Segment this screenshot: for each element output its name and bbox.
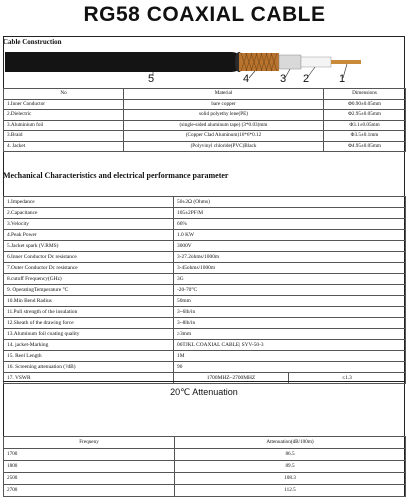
table-row <box>4 362 406 373</box>
header-material: Material <box>124 89 324 100</box>
table-row <box>4 241 406 252</box>
table-row <box>4 296 406 307</box>
construction-header-row <box>4 89 406 100</box>
component-name: 3.Braid <box>4 131 124 142</box>
parameter-value: 1.0 KW <box>174 230 406 241</box>
callout-4: 4 <box>243 73 250 85</box>
section-divider <box>3 381 405 382</box>
attenuation-value: 112.5 <box>175 485 406 497</box>
parameter-name: 2.Capacitance <box>4 208 174 219</box>
component-dimension: Φ3.5±0.1mm <box>324 131 406 142</box>
attenuation-value: 86.5 <box>175 449 406 461</box>
table-row <box>4 285 406 296</box>
parameter-value: 50mm <box>174 296 406 307</box>
table-row <box>4 120 406 131</box>
component-name: 4. Jacket <box>4 141 124 152</box>
component-dimension: Φ4.95±0.05mm <box>324 141 406 152</box>
parameter-name: 12.Sheath of the drawing force <box>4 318 174 329</box>
parameter-value: 1M <box>174 351 406 362</box>
parameter-name: 13.Aluminum foil coating quality <box>4 329 174 340</box>
parameter-name: 15. Reel Length <box>4 351 174 362</box>
table-row <box>4 141 406 152</box>
table-row <box>4 340 406 351</box>
component-material: (Copper Clad Aluminum)16*6*0.12 <box>124 131 324 142</box>
parameter-name: 8.cutoff Frequency(GHz) <box>4 274 174 285</box>
frequency-value: 2500 <box>4 473 175 485</box>
vswr-value: ≤1.3 <box>289 373 406 384</box>
parameter-value: 06TJKL COAXIAL CABLE| SYV-50-3 <box>174 340 406 351</box>
component-material: solid polyethy lene(PE) <box>124 110 324 121</box>
parameter-name: 4.Peak Power <box>4 230 174 241</box>
table-row <box>4 449 406 461</box>
mechanical-table <box>3 196 406 384</box>
table-row <box>4 485 406 497</box>
callout-2: 2 <box>303 73 310 85</box>
parameter-name: 7.Outer Conductor Dc resistance <box>4 263 174 274</box>
parameter-name: 1.Impedance <box>4 197 174 208</box>
table-row <box>4 318 406 329</box>
parameter-name: 9. OperatingTemperature °C <box>4 285 174 296</box>
attenuation-table <box>3 436 406 497</box>
table-row <box>4 274 406 285</box>
header-no: No <box>4 89 124 100</box>
parameter-value: 90 <box>174 362 406 373</box>
attenuation-heading: 20℃ Attenuation <box>170 387 238 397</box>
header-dimensions: Dimensions <box>324 89 406 100</box>
component-material: (single-sided aluminum tape) (3*0.03)mm <box>124 120 324 131</box>
table-row <box>4 263 406 274</box>
foil-shape <box>279 55 301 69</box>
table-row <box>4 230 406 241</box>
construction-table <box>3 88 406 152</box>
cable-illustration <box>3 38 405 88</box>
parameter-name: 3.Velocity <box>4 219 174 230</box>
component-name: 1.Inner Conductor <box>4 99 124 110</box>
parameter-name: 16. Screening attenuation (?dB) <box>4 362 174 373</box>
component-dimension: Φ3.1±0.05mm <box>324 120 406 131</box>
table-row <box>4 307 406 318</box>
parameter-name: 5.Jacket spark (V.RMS) <box>4 241 174 252</box>
attenuation-header-row <box>4 437 406 449</box>
jacket-shape <box>5 52 241 72</box>
construction-heading: Cable Construction <box>3 38 62 46</box>
parameter-value: 3-27.2ohms/1000m <box>174 252 406 263</box>
callout-5: 5 <box>148 73 155 85</box>
parameter-value: 66% <box>174 219 406 230</box>
mechanical-heading: Mechanical Characteristics and electrical performance parameter <box>3 171 229 180</box>
parameter-name: 14. jacket-Marking <box>4 340 174 351</box>
table-row <box>4 252 406 263</box>
parameter-value: -20-70°C <box>174 285 406 296</box>
table-row <box>4 329 406 340</box>
parameter-value: 3-45ohms/1000m <box>174 263 406 274</box>
dielectric-shape <box>301 57 331 67</box>
header-attenuation: Attenuation(dB/100m) <box>175 437 406 449</box>
parameter-value: 3G <box>174 274 406 285</box>
parameter-value: 3~6lb/in <box>174 307 406 318</box>
table-row <box>4 99 406 110</box>
vswr-label: 17. VSWR <box>4 373 174 384</box>
parameter-value: 105±2PF/M <box>174 208 406 219</box>
callout-1: 1 <box>339 73 346 85</box>
parameter-value: 50±2Ω (Ohms) <box>174 197 406 208</box>
parameter-name: 6.Inner Conductor Dc resistance <box>4 252 174 263</box>
table-row <box>4 219 406 230</box>
parameter-value: 3000V <box>174 241 406 252</box>
parameter-value: ≥3mm <box>174 329 406 340</box>
component-name: 3.Aluminium foil <box>4 120 124 131</box>
component-name: 2.Dielectric <box>4 110 124 121</box>
table-row <box>4 208 406 219</box>
header-frequency: Frequeny <box>4 437 175 449</box>
callout-3: 3 <box>280 73 287 85</box>
document-title: RG58 COAXIAL CABLE <box>83 3 326 26</box>
parameter-value: 3~8lb/in <box>174 318 406 329</box>
table-row <box>4 110 406 121</box>
table-row <box>4 473 406 485</box>
attenuation-value: 108.3 <box>175 473 406 485</box>
parameter-name: 10.Min Bend Radius <box>4 296 174 307</box>
table-row <box>4 131 406 142</box>
vswr-range: 1700MHZ~2700MHZ <box>174 373 289 384</box>
table-row <box>4 351 406 362</box>
frequency-value: 2700 <box>4 485 175 497</box>
attenuation-value: 89.5 <box>175 461 406 473</box>
table-row <box>4 461 406 473</box>
component-dimension: Φ0.90±0.05mm <box>324 99 406 110</box>
conductor-shape <box>331 60 361 64</box>
parameter-name: 11.Pull strength of the insulation <box>4 307 174 318</box>
frequency-value: 1800 <box>4 461 175 473</box>
component-material: (Polyvinyl chloride(PVC)Black <box>124 141 324 152</box>
frequency-value: 1700 <box>4 449 175 461</box>
component-material: bare copper <box>124 99 324 110</box>
component-dimension: Φ2.95±0.05mm <box>324 110 406 121</box>
table-row <box>4 197 406 208</box>
